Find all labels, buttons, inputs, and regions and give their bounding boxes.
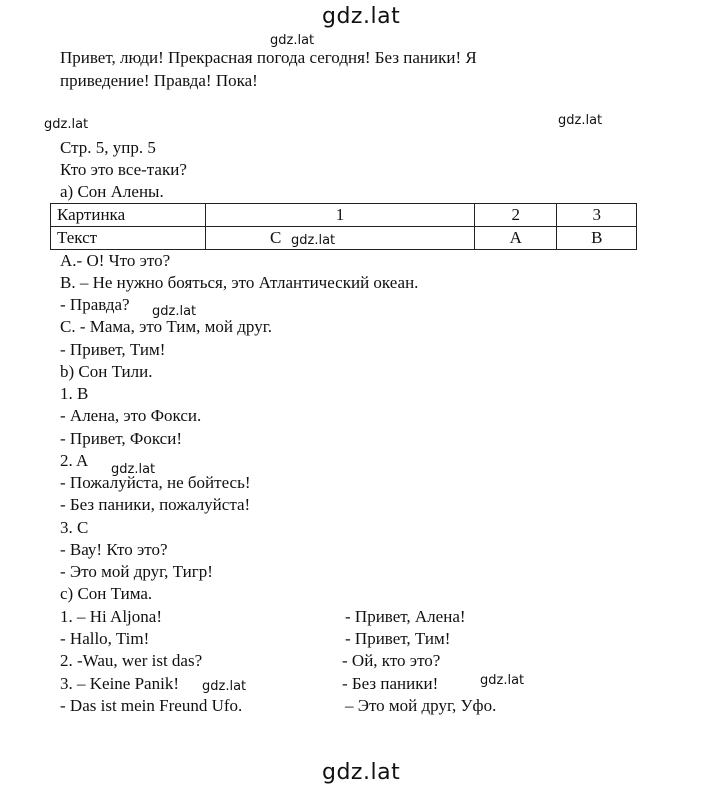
table-cell: Картинка <box>51 204 206 227</box>
table-cell: A <box>474 227 557 250</box>
table-cell: Текст <box>51 227 206 250</box>
dialog-line: С. - Мама, это Тим, мой друг. <box>60 317 273 336</box>
watermark: gdz.lat <box>291 233 336 248</box>
watermark: gdz.lat <box>558 113 603 128</box>
table-cell: 1 <box>206 204 475 227</box>
german-line: - Das ist mein Freund Ufo. <box>60 696 243 715</box>
russian-line: - Привет, Тим! <box>345 629 451 648</box>
answer-table <box>50 203 637 250</box>
dialog-line: В. – Не нужно бояться, это Атлантический океан. <box>60 273 419 292</box>
dialog-line: - Пожалуйста, не бойтесь! <box>60 473 251 492</box>
watermark: gdz.lat <box>202 679 247 694</box>
part-c-title: с) Сон Тима. <box>60 584 153 603</box>
dialog-line: - Привет, Тим! <box>60 340 166 359</box>
german-line: 1. – Hi Aljona! <box>60 607 162 626</box>
table-cell: 2 <box>474 204 557 227</box>
russian-line: - Привет, Алена! <box>345 607 466 626</box>
dialog-line: 1. B <box>60 384 89 403</box>
watermark: gdz.lat <box>152 304 197 319</box>
table-cell: 3 <box>557 204 637 227</box>
dialog-line: А.- О! Что это? <box>60 251 171 270</box>
table-row <box>51 204 637 227</box>
intro-line: приведение! Правда! Пока! <box>60 71 258 90</box>
watermark: gdz.lat <box>111 462 156 477</box>
watermark: gdz.lat <box>270 33 315 48</box>
watermark-bottom: gdz.lat <box>322 760 401 785</box>
watermark-top: gdz.lat <box>322 4 401 29</box>
russian-line: - Ой, кто это? <box>342 651 441 670</box>
russian-line: – Это мой друг, Уфо. <box>345 696 497 715</box>
dialog-line: - Без паники, пожалуйста! <box>60 495 251 514</box>
question: Кто это все-таки? <box>60 160 187 179</box>
russian-line: - Без паники! <box>342 674 439 693</box>
dialog-line: - Вау! Кто это? <box>60 540 168 559</box>
intro-line: Привет, люди! Прекрасная погода сегодня! Без паники! Я <box>60 48 477 67</box>
part-b-title: b) Сон Тили. <box>60 362 153 381</box>
dialog-line: - Алена, это Фокси. <box>60 406 202 425</box>
german-line: - Hallo, Tim! <box>60 629 150 648</box>
dialog-line: - Привет, Фокси! <box>60 429 182 448</box>
german-line: 3. – Keine Panik! <box>60 674 179 693</box>
page-ref: Стр. 5, упр. 5 <box>60 138 156 157</box>
dialog-line: 3. C <box>60 518 89 537</box>
watermark: gdz.lat <box>480 673 525 688</box>
part-a-title: а) Сон Алены. <box>60 182 164 201</box>
table-row <box>51 227 637 250</box>
table-cell: B <box>557 227 637 250</box>
german-line: 2. -Wau, wer ist das? <box>60 651 203 670</box>
table-cell: C <box>206 227 475 250</box>
dialog-line: 2. A <box>60 451 89 470</box>
watermark: gdz.lat <box>44 117 89 132</box>
dialog-line: - Правда? <box>60 295 130 314</box>
dialog-line: - Это мой друг, Тигр! <box>60 562 213 581</box>
